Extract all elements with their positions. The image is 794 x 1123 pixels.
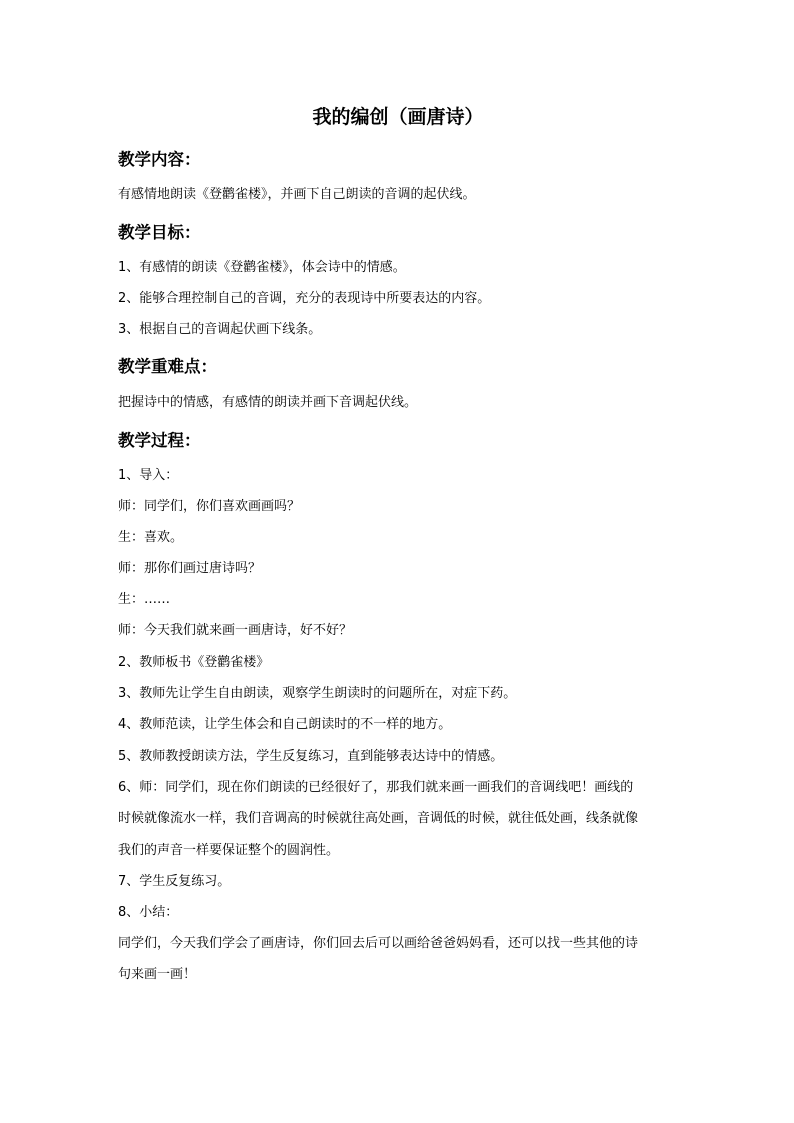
process-line-4: 师：那你们画过唐诗吗？ — [118, 561, 262, 576]
process-line-17: 句来画一画！ — [118, 967, 197, 982]
goal-line-2: 2、能够合理控制自己的音调，充分的表现诗中所要表达的内容。 — [118, 291, 491, 306]
process-line-5: 生：…… — [118, 592, 171, 607]
process-line-6: 师：今天我们就来画一画唐诗，好不好？ — [118, 623, 353, 638]
process-line-14: 7、学生反复练习。 — [118, 874, 231, 889]
process-line-2: 师：同学们，你们喜欢画画吗？ — [118, 499, 301, 514]
process-line-12: 时候就像流水一样，我们音调高的时候就往高处画，音调低的时候，就往低处画，线条就像 — [118, 811, 639, 826]
section-heading-process: 教学过程： — [118, 431, 201, 450]
document-title: 我的编创（画唐诗） — [312, 106, 484, 128]
process-line-9: 4、教师范读，让学生体会和自己朗读时的不一样的地方。 — [118, 717, 452, 732]
process-line-3: 生：喜欢。 — [118, 530, 184, 545]
process-line-8: 3、教师先让学生自由朗读，观察学生朗读时的问题所在，对症下药。 — [118, 686, 517, 701]
process-line-1: 1、导入： — [118, 468, 179, 483]
process-line-16: 同学们，今天我们学会了画唐诗，你们回去后可以画给爸爸妈妈看，还可以找一些其他的诗 — [118, 936, 639, 951]
section-heading-keypoints: 教学重难点： — [118, 357, 217, 376]
process-line-7: 2、教师板书《登鹳雀楼》 — [118, 655, 270, 670]
content-line: 有感情地朗读《登鹳雀楼》，并画下自己朗读的音调的起伏线。 — [118, 187, 476, 202]
goal-line-3: 3、根据自己的音调起伏画下线条。 — [118, 322, 322, 337]
process-line-13: 我们的声音一样要保证整个的圆润性。 — [118, 843, 340, 858]
keypoint-line: 把握诗中的情感，有感情的朗读并画下音调起伏线。 — [118, 395, 418, 410]
process-line-15: 8、小结： — [118, 905, 179, 920]
process-line-11: 6、师：同学们，现在你们朗读的已经很好了，那我们就来画一画我们的音调线吧！画线的 — [118, 780, 634, 795]
section-heading-goals: 教学目标： — [118, 223, 201, 242]
process-line-10: 5、教师教授朗读方法，学生反复练习，直到能够表达诗中的情感。 — [118, 749, 504, 764]
section-heading-content: 教学内容： — [118, 150, 201, 169]
goal-line-1: 1、有感情的朗读《登鹳雀楼》，体会诗中的情感。 — [118, 260, 406, 275]
